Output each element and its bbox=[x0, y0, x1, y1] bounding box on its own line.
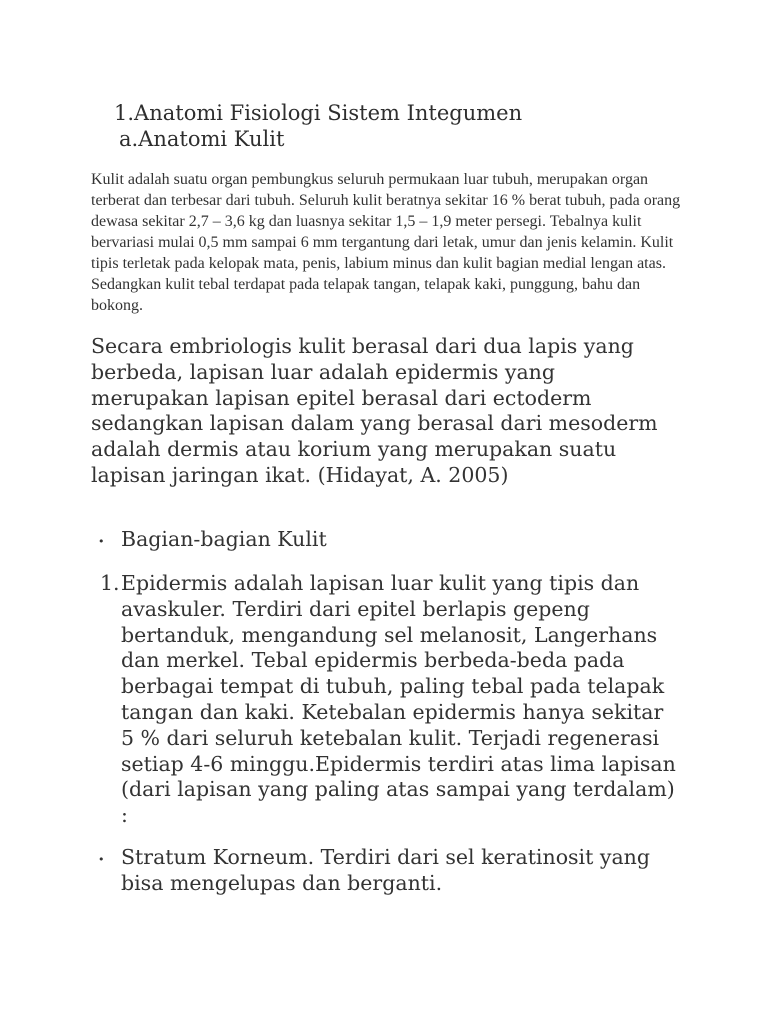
heading-marker: a. bbox=[119, 127, 139, 151]
bullet-icon: • bbox=[98, 853, 105, 866]
intro-paragraph bbox=[91, 169, 691, 316]
embryology-text: Secara embriologis kulit berasal dari dua lapis yang berbeda, lapisan luar adalah epidermis yang merupakan lapisan epitel berasal dari ectoderm sedangkan lapisan dalam yang berasal dari mesoderm adalah dermis atau korium yang merupakan suatu lapisan jaringan ikat. (Hidayat, A. 2005) bbox=[91, 334, 658, 487]
heading-title: Anatomi Fisiologi Sistem Integumen bbox=[134, 101, 523, 125]
embryology-paragraph bbox=[91, 334, 666, 489]
heading-section-1 bbox=[114, 100, 522, 126]
heading-marker: 1. bbox=[114, 101, 135, 125]
bullet-item-stratum bbox=[121, 845, 681, 897]
intro-text: Kulit adalah suatu organ pembungkus seluruh permukaan luar tubuh, merupakan organ terberat dan terbesar dari tubuh. Seluruh kulit beratnya sekitar 16 % berat tubuh, pada orang dewasa sekitar 2,7 – 3,6 kg dan luasnya sekitar 1,5 – 1,9 meter persegi. Tebalnya kulit bervariasi mulai 0,5 mm sampai 6 mm tergantung dari letak, umur dan jenis kelamin. Kulit tipis terletak pada kelopak mata, penis, labium minus dan kulit bagian medial lengan atas. Sedangkan kulit tebal terdapat pada telapak tangan, telapak kaki, punggung, bahu dan bokong. bbox=[91, 171, 681, 314]
numbered-item-text: Epidermis adalah lapisan luar kulit yang tipis dan avaskuler. Terdiri dari epitel berlapis gepeng bertanduk, mengandung sel melanosit, Langerhans dan merkel. Tebal epidermis berbeda-beda pada berbagai tempat di tubuh, paling tebal pada telapak tangan dan kaki. Ketebalan epidermis hanya sekitar 5 % dari seluruh ketebalan kulit. Terjadi regenerasi setiap 4-6 minggu.Epidermis terdiri atas lima lapisan (dari lapisan yang paling atas sampai yang terdalam) : bbox=[121, 571, 676, 828]
heading-subsection-a bbox=[119, 126, 284, 152]
bullet-text: Stratum Korneum. Terdiri dari sel keratinosit yang bisa mengelupas dan berganti. bbox=[121, 845, 650, 895]
numbered-item-epidermis bbox=[121, 571, 677, 829]
bullet-item-parts bbox=[121, 527, 681, 553]
bullet-icon: • bbox=[98, 535, 105, 548]
bullet-text: Bagian-bagian Kulit bbox=[121, 527, 327, 551]
list-marker: 1. bbox=[100, 571, 120, 595]
heading-title: Anatomi Kulit bbox=[138, 127, 285, 151]
